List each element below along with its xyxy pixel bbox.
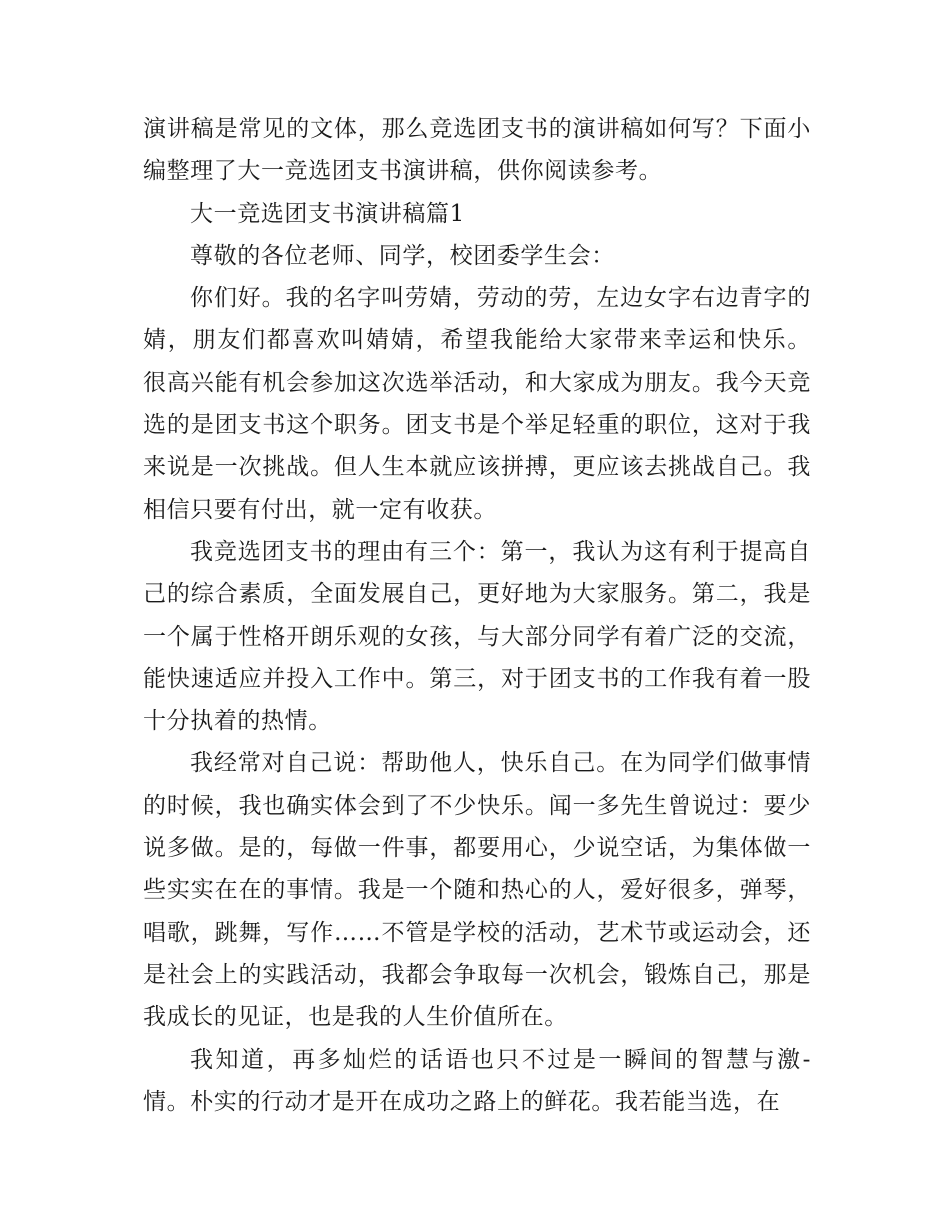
body-paragraph: 我竞选团支书的理由有三个：第一，我认为这有利于提高自己的综合素质，全面发展自己，更好地为大家服务。第二，我是一个属于性格开朗乐观的女孩，与大部分同学有着广泛的交流，能快速适应并投入工作中。第三，对于团支书的工作我有着一股十分执着的热情。 bbox=[143, 538, 811, 735]
salutation: 尊敬的各位老师、同学，校团委学生会： bbox=[190, 242, 615, 269]
body-paragraph: 我知道，再多灿烂的话语也只不过是一瞬间的智慧与激-情。朴实的行动才是开在成功之路上的鲜花。我若能当选，在 bbox=[143, 1046, 811, 1115]
body-paragraph: 我经常对自己说：帮助他人，快乐自己。在为同学们做事情的时候，我也确实体会到了不少快乐。闻一多先生曾说过：要少说多做。是的，每做一件事，都要用心，少说空话，为集体做一些实实在在的事情。我是一个随和热心的人，爱好很多，弹琴，唱歌，跳舞，写作……不管是学校的活动，艺术节或运动会，还是社会上的实践活动，我都会争取每一次机会，锻炼自己，那是我成长的见证，也是我的人生价值所在。 bbox=[143, 750, 811, 1031]
body-paragraph: 你们好。我的名字叫劳婧，劳动的劳，左边女字右边青字的婧，朋友们都喜欢叫婧婧，希望我能给大家带来幸运和快乐。 很高兴能有机会参加这次选举活动，和大家成为朋友。我今天竞选的是团支书这个职务。团支书是个举足轻重的职位，这对于我来说是一次挑战。但人生本就应该拼搏，更应该去挑战自己。我相信只要有付出，就一定有收获。 bbox=[143, 285, 811, 523]
section-heading: 大一竞选团支书演讲稿篇1 bbox=[190, 200, 465, 227]
intro-paragraph: 演讲稿是常见的文体，那么竞选团支书的演讲稿如何写？下面小编整理了大一竞选团支书演讲稿，供你阅读参考。 bbox=[143, 116, 811, 185]
document-body bbox=[143, 108, 811, 1123]
